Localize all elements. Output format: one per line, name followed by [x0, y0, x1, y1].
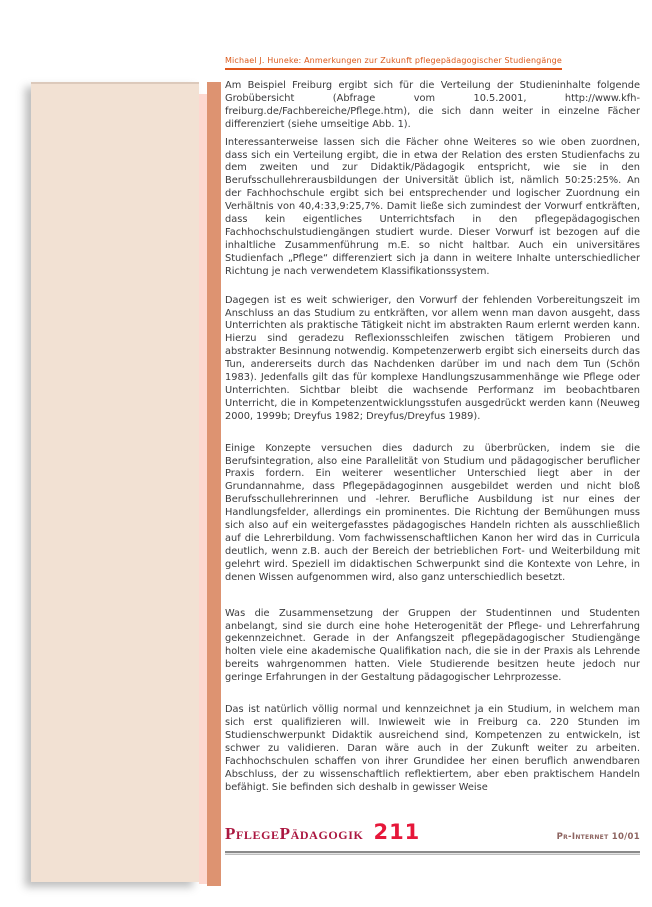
- footer-row: [225, 820, 640, 848]
- salmon-accent-stripe: [207, 82, 221, 886]
- footer-journal-group: [225, 820, 420, 844]
- body-paragraph-2: Interessanterweise lassen sich die Fächer ohne Weiteres so wie oben zuordnen, dass sich ein Verteilung ergibt, die in etwa der Relation des ersten Studienfachs zu dem zweiten und zur Didaktik/Pädagogik entspricht, wie sie in den Berufsschullehrerausbildungen der Universität üblich ist, nämlich 50:25:25%. An der Fachhochschule ergibt sich bei entsprechender und logischer Zuordnung ein Verhältnis von 40,4:33,9:25,7%. Damit ließe sich zumindest der Vorwurf entkräften, dass kein eigentliches Unterrichtsfach in den pflegepädagogischen Fachhochschulstudiengängen studiert wurde. Dieser Vorwurf ist bezogen auf die inhaltliche Zusammenführung m.E. so nicht haltbar. Auch ein universitäres Studienfach „Pflege“ differenziert sich ja dann in weitere Inhalte unterschiedlicher Richtung je nach verwendetem Klassifikationssystem.: [225, 136, 640, 277]
- body-paragraph-6: Das ist natürlich völlig normal und kennzeichnet ja ein Studium, in welchem man sich erst qualifizieren will. Inwieweit wie in Freiburg ca. 220 Stunden im Studienschwerpunkt Didaktik ausreichend sind, Kompetenzen zu entwickeln, ist schwer zu validieren. Daran wäre auch in der Zukunft weiter zu arbeiten. Fachhochschulen schaffen von ihrer Grundidee her einen beruflich anwendbaren Abschluss, der zu wissenschaftlich reflektiertem, aber eben praktischem Handeln befähigt. Sie befinden sich deshalb in gewisser Weise: [225, 704, 640, 793]
- running-head-title: Michael J. Huneke: Anmerkungen zur Zukunft pflegepädagogischer Studiengänge: [225, 56, 562, 70]
- body-paragraph-4: Einige Konzepte versuchen dies dadurch zu überbrücken, indem sie die Berufsintegration, also eine Parallelität von Studium und pädagogischer beruflicher Praxis fordern. Ein weiterer wesentlicher Unterschied liegt aber in der Grundannahme, dass Pflegepädagoginnen ausgebildet werden und nicht bloß Berufsschullehrerinnen und -lehrer. Berufliche Ausbildung ist nur eines der Handlungsfelder, allerdings ein prominentes. Die Richtung der Bemühungen muss sich also auf ein weitergefasstes pädagogisches Handeln richten als ausschließlich auf die Lehrerbildung. Vom fachwissenschaftlichen Kanon her wird das in Curricula deutlich, wenn z.B. auch der Bereich der betrieblichen Fort- und Weiterbildung mit gelehrt wird. Speziell im didaktischen Schwerpunkt sind die Kontexte von Lehre, in denen Wissen aufgenommen wird, also ganz unterschiedlich besetzt.: [225, 442, 640, 583]
- text-column: [225, 0, 640, 907]
- issue-label: Pr-Internet 10/01: [556, 832, 640, 842]
- pink-accent-strip: [199, 94, 207, 884]
- body-paragraph-3: Dagegen ist es weit schwieriger, den Vorwurf der fehlenden Vorbereitungszeit im Anschluss an das Studium zu entkräften, vor allem wenn man davon ausgeht, dass Unterrichten als praktische Tätigkeit nicht im abstrakten Raum erlernt werden kann. Hierzu sind geradezu Reflexionsschleifen zwischen tätigem Probieren und abstrakter Besinnung notwendig. Kompetenzerwerb ergibt sich einerseits durch das Tun, andererseits durch das Nachdenken darüber im und nach dem Tun (Schön 1983). Jedenfalls gilt das für komplexe Handlungszusammenhänge wie Pflege oder Unterrichten. Sichtbar bleibt die wachsende Performanz im beobachtbaren Unterricht, die in Kompetenzentwicklungsstufen ausgedrückt werden kann (Neuweg 2000, 1999b; Dreyfus 1982; Dreyfus/Dreyfus 1989).: [225, 294, 640, 422]
- body-paragraph-1: Am Beispiel Freiburg ergibt sich für die Verteilung der Studieninhalte folgende Grobübersicht (Abfrage vom 10.5.2001, http://www.kfh-freiburg.de/Fachbereiche/Pflege.htm), die sich dann weiter in einzelne Fächer differenziert (siehe umseitige Abb. 1).: [225, 80, 640, 130]
- left-margin-panel: [31, 82, 199, 882]
- footer-rule: [225, 851, 640, 855]
- page-number: 211: [373, 820, 421, 844]
- page-footer: [225, 820, 640, 855]
- article-body: [225, 80, 640, 794]
- journal-name: PflegePädagogik: [225, 824, 364, 843]
- body-paragraph-5: Was die Zusammensetzung der Gruppen der Studentinnen und Studenten anbelangt, sind sie durch eine hohe Heterogenität der Pflege- und Lehrerfahrung gekennzeichnet. Gerade in der Anfangszeit pflegepädagogischer Studiengänge holten viele eine akademische Qualifikation nach, die sie in der Praxis als Lehrende bereits wahrgenommen hatten. Viele Studierende besitzen heute jedoch nur geringe Erfahrungen in der Gestaltung pädagogischer Lehrprozesse.: [225, 607, 640, 684]
